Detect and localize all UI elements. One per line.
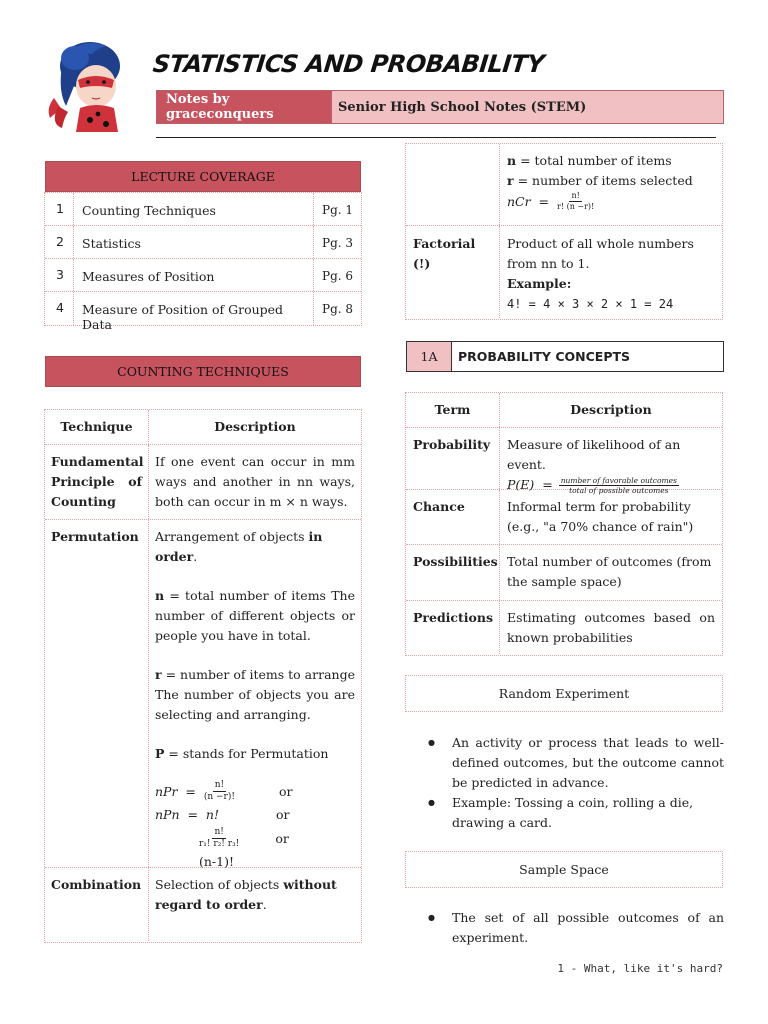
ladybug-avatar-illustration bbox=[40, 36, 130, 132]
coverage-topic: Measure of Position of Grouped Data bbox=[74, 292, 314, 325]
formula-npn: nPn = n! or bbox=[155, 807, 290, 822]
ncr-r-def: r = number of items selected bbox=[507, 173, 693, 188]
table-row bbox=[406, 428, 722, 495]
random-experiment-label: Random Experiment bbox=[405, 675, 723, 712]
coverage-page: Pg. 3 bbox=[322, 236, 354, 250]
col-header-term: Term bbox=[406, 393, 500, 427]
fundamental-desc: If one event can occur in mm ways and another in nn ways, both can occur in m × n ways. bbox=[155, 454, 355, 509]
formula-npr: nPr = $\frac{n!}{(n -r)!}$ or bbox=[155, 780, 293, 802]
permutation-r-def: r = number of items to arrange The number of objects you are selecting and arranging. bbox=[155, 667, 355, 722]
list-item: ● Example: Tossing a coin, rolling a die, drawing a card. bbox=[426, 793, 724, 833]
permutation-p-def: P = stands for Permutation bbox=[155, 746, 329, 761]
combination-term: Combination bbox=[45, 868, 149, 941]
coverage-topic: Counting Techniques bbox=[74, 193, 314, 225]
empty-term-cell bbox=[406, 144, 500, 225]
possibilities-term: Possibilities bbox=[406, 545, 500, 600]
coverage-num: 4 bbox=[45, 292, 74, 325]
table-header-row bbox=[45, 410, 361, 445]
counting-techniques-table bbox=[44, 409, 362, 943]
table-row bbox=[406, 144, 722, 226]
ncr-definitions bbox=[500, 144, 722, 225]
sample-space-list bbox=[426, 908, 724, 948]
table-row bbox=[406, 226, 722, 318]
probability-concepts-table bbox=[405, 392, 723, 656]
probability-desc: Measure of likelihood of an event. P(E) = $\frac{\text{number of favorable outcomes}}{\text{total of possible outcomes}}$ bbox=[500, 428, 722, 489]
section-number: 1A bbox=[407, 342, 452, 371]
coverage-row bbox=[45, 226, 361, 259]
list-item: ● The set of all possible outcomes of an experiment. bbox=[426, 908, 724, 948]
col-header-description: Description bbox=[214, 419, 296, 434]
factorial-desc: Product of all whole numbers from nn to 1. Example: 4! = 4 × 3 × 2 × 1 = 24 bbox=[507, 236, 694, 311]
permutation-n-def: n = total number of items The number of different objects or people you have in total. bbox=[155, 588, 355, 643]
coverage-num: 3 bbox=[45, 259, 74, 291]
author-tag: Notes by graceconquers bbox=[157, 91, 332, 123]
coverage-row bbox=[45, 292, 361, 332]
course-tag: Senior High School Notes (STEM) bbox=[332, 91, 723, 123]
ncr-n-def: n = total number of items bbox=[507, 153, 672, 168]
coverage-num: 2 bbox=[45, 226, 74, 258]
combination-desc: Selection of objects without regard to order. bbox=[155, 877, 337, 912]
sample-space-label: Sample Space bbox=[405, 851, 723, 888]
header-divider bbox=[156, 137, 716, 138]
counting-techniques-heading: COUNTING TECHNIQUES bbox=[45, 356, 361, 387]
probability-concepts-heading bbox=[406, 341, 724, 372]
header-tag-bar bbox=[156, 90, 724, 124]
possibilities-desc: Total number of outcomes (from the sample space) bbox=[507, 554, 712, 589]
table-row bbox=[406, 601, 722, 654]
predictions-term: Predictions bbox=[406, 601, 500, 654]
table-row bbox=[406, 490, 722, 545]
random-experiment-list bbox=[426, 733, 724, 833]
fundamental-term: Fundamental Principle of Counting bbox=[45, 445, 149, 519]
coverage-topic: Statistics bbox=[74, 226, 314, 258]
coverage-row bbox=[45, 193, 361, 226]
coverage-num: 1 bbox=[45, 193, 74, 225]
table-row bbox=[45, 445, 361, 520]
table-row bbox=[406, 545, 722, 601]
probability-term: Probability bbox=[406, 428, 500, 489]
col-header-description: Description bbox=[570, 402, 652, 417]
permutation-term: Permutation bbox=[45, 520, 149, 867]
permutation-desc bbox=[149, 520, 361, 867]
coverage-topic: Measures of Position bbox=[74, 259, 314, 291]
list-item: ● An activity or process that leads to well-defined outcomes, but the outcome cannot be predicted in advance. bbox=[426, 733, 724, 793]
formula-repetition: $\frac{n!}{\text{r₁! r₂! r₃!}}$ or bbox=[199, 827, 289, 849]
coverage-page: Pg. 1 bbox=[322, 203, 354, 217]
page-footer: 1 - What, like it's hard? bbox=[557, 962, 723, 975]
combination-factorial-table bbox=[405, 143, 723, 320]
lecture-coverage-table bbox=[44, 192, 362, 332]
coverage-page: Pg. 6 bbox=[322, 269, 354, 283]
chance-term: Chance bbox=[406, 490, 500, 544]
formula-pe: P(E) = $\frac{\text{number of favorable outcomes}}{\text{total of possible outcomes}}$ bbox=[507, 475, 677, 495]
factorial-term: Factorial (!) bbox=[406, 226, 500, 318]
col-header-technique: Technique bbox=[45, 410, 149, 444]
permutation-definition: Arrangement of objects in order. bbox=[155, 529, 323, 564]
formula-ncr: nCr = $\frac{n!}{r! (n -r)!}$ bbox=[507, 191, 595, 211]
table-header-row bbox=[406, 393, 722, 428]
predictions-desc: Estimating outcomes based on known probabilities bbox=[507, 610, 715, 645]
chance-desc: Informal term for probability (e.g., "a 70% chance of rain") bbox=[507, 499, 694, 534]
section-title: PROBABILITY CONCEPTS bbox=[458, 349, 631, 364]
formula-circular: (n-1)! bbox=[199, 854, 235, 869]
coverage-row bbox=[45, 259, 361, 292]
table-row bbox=[45, 520, 361, 868]
coverage-page: Pg. 8 bbox=[322, 302, 354, 316]
table-row bbox=[45, 868, 361, 941]
page-title: STATISTICS AND PROBABILITY bbox=[151, 50, 546, 78]
lecture-coverage-heading: LECTURE COVERAGE bbox=[45, 161, 361, 192]
